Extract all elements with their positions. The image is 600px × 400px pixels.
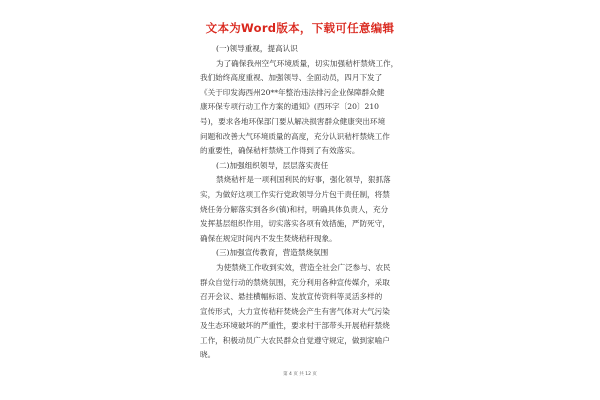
document-body: [200, 42, 410, 363]
paragraph-line: 的重要性，确保秸杆禁烧工作得到了有效落实。: [200, 146, 360, 156]
download-banner: 文本为Word版本，下载可任意编辑: [205, 21, 395, 35]
paragraph-line: 宣传形式，大力宣传秸秆焚烧会产生有害气体对大气污染: [200, 306, 390, 316]
paragraph-line: 晓。: [200, 350, 216, 360]
paragraph-line: 我们始终高度重视、加强领导、全面动员，四月下发了: [200, 73, 383, 83]
paragraph-line: 问题和改善大气环境质量的高度，充分认识秸杆禁烧工作: [200, 131, 390, 141]
paragraph-line: 烧任务分解落实到各乡(镇)和村，明确具体负责人，充分: [200, 204, 389, 214]
paragraph-line: 为使禁烧工作收到实效，营造全社会广泛参与、农民: [216, 262, 391, 272]
section-heading: (二)加强组织领导，层层落实责任: [216, 160, 329, 170]
paragraph-line: 工作，积极动员广大农民群众自觉遵守规定，做到家喻户: [200, 335, 390, 345]
paragraph-line: 为了确保我州空气环境质量，切实加强秸杆禁烧工作，: [216, 58, 399, 68]
section-heading: (一)领导重视，提高认识: [216, 44, 298, 53]
paragraph-line: 及生态环境破坏的严重性，要求村干部带头开展秸秆禁烧: [200, 321, 390, 331]
paragraph-line: 实，为做好这项工作实行党政领导分片包干责任制，将禁: [200, 189, 390, 199]
paragraph-line: 发挥基层组织作用，切实落实各项有效措施，严防死守，: [200, 219, 390, 229]
paragraph-line: 《关于印发海西州20**年整治违法排污企业保障群众健: [200, 87, 385, 97]
section-heading: (三)加强宣传教育，营造禁烧氛围: [216, 248, 329, 258]
paragraph-line: 确保在规定时间内不发生焚烧秸秆现象。: [200, 233, 337, 243]
page-number: 第 4 页 共 12 页: [283, 372, 317, 377]
paragraph-line: 号)，要求各地环保部门要从解决损害群众健康突出环境: [200, 116, 386, 126]
paragraph-line: 群众自觉行动的禁烧氛围，充分利用各种宣传媒介，采取: [200, 277, 390, 287]
paragraph-line: 康环保专项行动工作方案的通知》(西环字〔20〕210: [200, 102, 379, 112]
paragraph-line: 召开会议、悬挂横幅标语、发放宣传资料等灵活多样的: [200, 292, 383, 302]
paragraph-line: 禁烧秸杆是一项利国利民的好事，强化领导，狠抓落: [216, 175, 391, 185]
